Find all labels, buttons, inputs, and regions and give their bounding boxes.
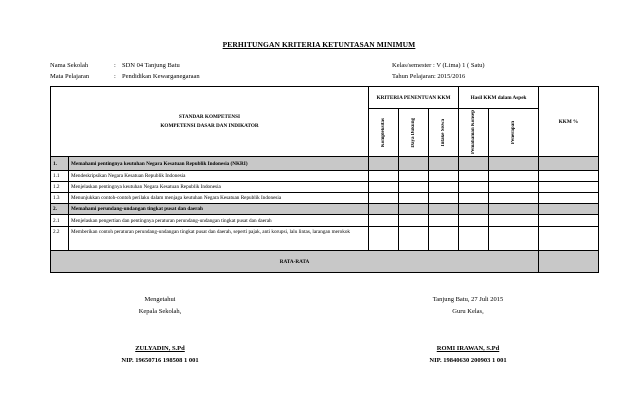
cell [489,171,539,182]
cell [459,157,489,171]
row-text: Menjelaskan pengertian dan pentingnya peraturan perundang-undangan tingkat pusat dan daerah [69,215,369,227]
row-text: Menunjukkan contoh-contoh perilaku dalam menjaga keutuhan Negara Kesatuan Republik Indonesia [69,193,369,204]
class-value: V (Lima) 1 ( Satu) [436,62,485,69]
cell [539,157,599,171]
cell [429,227,459,251]
header-application [489,109,539,157]
colon: : [433,73,436,80]
principal-nip: NIP. 19650716 198508 1 001 [121,357,199,364]
header-sk-line2: KOMPETENSI DASAR DAN INDIKATOR [160,123,259,129]
row-text: Mendeskripsikan Negara Kesatuan Republik Indonesia [69,171,369,182]
cell [459,182,489,193]
cell [489,193,539,204]
cell [429,193,459,204]
cell [459,227,489,251]
year-label: Tahun Pelajaran [392,73,434,80]
header-kkm-percent: KKM % [539,87,599,157]
cell [369,193,399,204]
class-label: Kelas/semester [392,62,432,69]
class-line [392,62,485,69]
signature-left [100,296,220,364]
cell [369,204,399,215]
cell [459,204,489,215]
header-intake-label: Intake Siswa [441,118,446,147]
table-row [51,204,599,215]
header-criteria: KRITERIA PENENTUAN KKM [369,87,459,109]
row-number: 2. [51,204,69,215]
row-text: Memberikan contoh peraturan perundang-undangan tingkat pusat dan daerah, seperti pajak, anti korupsi, lalu lintas, larangan merokok [69,227,369,251]
header-complexity [369,109,399,157]
school-name-line [50,62,180,69]
subject-value: Pendidikan Kewarganegaraan [122,73,200,80]
cell [539,193,599,204]
cell [489,157,539,171]
year-value: 2015/2016 [437,73,466,80]
cell [539,204,599,215]
left-line2: Kepala Sekolah, [138,308,182,315]
total-value-cell [539,251,599,273]
header-concept-label: Pemahaman Konsep [471,110,476,155]
cell [369,157,399,171]
row-number: 1. [51,157,69,171]
table-row [51,193,599,204]
subject-label: Mata Pelajaran [50,73,90,80]
right-line2: Guru Kelas, [452,308,484,315]
cell [429,215,459,227]
cell [429,182,459,193]
cell [369,171,399,182]
cell [489,227,539,251]
header-sk-line1: STANDAR KOMPETENSI [178,114,241,120]
cell [399,227,429,251]
table-row [51,227,599,251]
cell [489,204,539,215]
cell [539,182,599,193]
header-aspect-result: Hasil KKM dalam Aspek [459,87,539,109]
cell [369,182,399,193]
kkm-table [50,86,599,273]
school-value: SDN 04 Tanjung Batu [122,62,180,69]
row-number: 1.3 [51,193,69,204]
row-text: Memahami perundang-undangan tingkat pusat dan daerah [69,204,369,215]
right-line1: Tanjung Batu, 27 Juli 2015 [432,296,504,303]
row-text: Menjelaskan pentingnya keutuhan Negara Kesatuan Republik Indonesia [69,182,369,193]
cell [399,215,429,227]
document-title: PERHITUNGAN KRITERIA KETUNTASAN MINIMUM [222,40,416,49]
cell [399,193,429,204]
teacher-name: ROMI IRAWAN, S.Pd [436,345,500,352]
table-row [51,157,599,171]
cell [459,171,489,182]
header-standard-competency [51,87,369,157]
school-label: Nama Sekolah [50,62,89,69]
cell [459,193,489,204]
signature-right [408,296,528,364]
header-row-1 [51,87,599,109]
header-concept [459,109,489,157]
row-number: 1.1 [51,171,69,182]
row-number: 2.2 [51,227,69,251]
cell [369,227,399,251]
teacher-nip: NIP. 19840630 200903 1 001 [429,357,507,364]
cell [369,215,399,227]
cell [429,171,459,182]
cell [539,227,599,251]
row-text: Memahami pentingnya keutuhan Negara Kesatuan Republik Indonesia (NKRI) [69,157,369,171]
row-number: 2.1 [51,215,69,227]
header-support-label: Daya Dukung [411,117,416,148]
table-row [51,171,599,182]
cell [399,157,429,171]
colon: : [114,73,116,80]
header-intake [429,109,459,157]
colon: : [114,62,116,69]
cell [539,215,599,227]
cell [459,215,489,227]
table-row [51,182,599,193]
table-row [51,215,599,227]
row-number: 1.2 [51,182,69,193]
cell [489,215,539,227]
cell [429,157,459,171]
cell [489,182,539,193]
cell [399,204,429,215]
cell [399,182,429,193]
cell [429,204,459,215]
cell [399,171,429,182]
total-row [51,251,599,273]
principal-name: ZULYADIN, S.Pd [135,345,185,352]
header-support [399,109,429,157]
cell [539,171,599,182]
total-label: RATA-RATA [51,251,539,273]
year-line [392,73,465,80]
header-application-label: Penerapan [511,120,516,145]
left-line1: Mengetahui [144,296,176,303]
colon: : [432,62,435,69]
subject-line [50,73,200,80]
header-complexity-label: Kompleksitas [381,117,386,148]
